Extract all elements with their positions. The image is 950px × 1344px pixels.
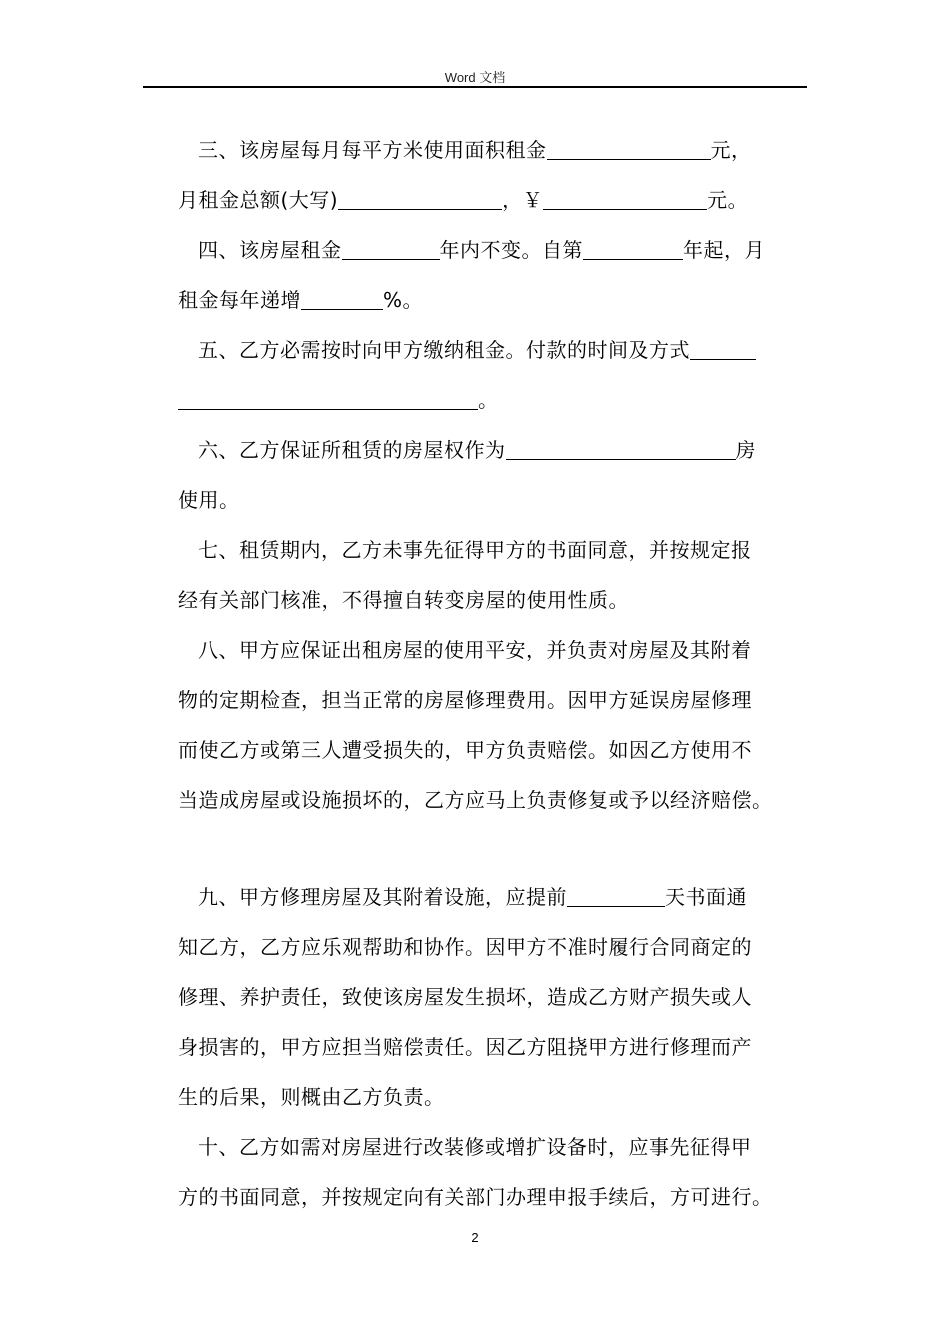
clause-8-line-1: 八、甲方应保证出租房屋的使用平安，并负责对房屋及其附着	[198, 638, 752, 662]
clause-6-line-2: 使用。	[178, 488, 240, 512]
clause-9-text: 九、甲方修理房屋及其附着设施，应提前	[198, 885, 567, 909]
blank-rent-years	[342, 241, 440, 260]
blank-payment-method-start	[690, 341, 756, 360]
clause-10-line-1: 十、乙方如需对房屋进行改装修或增扩设备时，应事先征得甲	[198, 1135, 752, 1159]
clause-4-text: 四、该房屋租金	[198, 238, 342, 262]
clause-5-line-1	[198, 337, 756, 363]
clause-3-text: 三、该房屋每月每平方米使用面积租金	[198, 138, 547, 162]
blank-house-use	[506, 441, 736, 460]
clause-4-end: 年起，月	[683, 238, 765, 262]
clause-3-unit: 元，	[710, 138, 752, 162]
clause-9-line-5: 生的后果，则概由乙方负责。	[178, 1085, 445, 1109]
clause-3-line-1	[198, 137, 752, 163]
clause-5-text: 五、乙方必需按时向甲方缴纳租金。付款的时间及方式	[198, 338, 690, 362]
currency-label: ，￥	[502, 188, 544, 212]
clause-8-line-3: 而使乙方或第三人遭受损失的，甲方负责赔偿。如因乙方使用不	[178, 738, 752, 762]
blank-monthly-rent-words	[338, 191, 502, 210]
clause-6-end: 房	[735, 438, 756, 462]
clause-6-line-1	[198, 437, 756, 463]
blank-rent-per-sqm	[547, 141, 711, 160]
clause-6-text: 六、乙方保证所租赁的房屋权作为	[198, 438, 506, 462]
page-header-title: Word 文档	[444, 70, 506, 85]
clause-5-period: 。	[478, 388, 499, 412]
blank-start-year	[583, 241, 683, 260]
clause-4-line-1	[198, 237, 765, 263]
clause-9-line-1	[198, 884, 747, 910]
clause-3-line-2	[178, 187, 748, 213]
header-divider	[143, 86, 807, 88]
percent-sign: %。	[383, 288, 424, 312]
clause-7-line-2: 经有关部门核准，不得擅自转变房屋的使用性质。	[178, 588, 629, 612]
blank-monthly-rent-amount	[543, 191, 707, 210]
clause-9-line-4: 身损害的，甲方应担当赔偿责任。因乙方阻挠甲方进行修理而产	[178, 1035, 752, 1059]
blank-increase-percent	[301, 291, 383, 310]
clause-9-end: 天书面通	[665, 885, 747, 909]
clause-4-mid: 年内不变。自第	[439, 238, 583, 262]
clause-9-line-3: 修理、养护责任，致使该房屋发生损坏，造成乙方财产损失或人	[178, 985, 752, 1009]
clause-4-line-2	[178, 287, 423, 313]
monthly-rent-unit: 元。	[707, 188, 749, 212]
clause-7-line-1: 七、租赁期内，乙方未事先征得甲方的书面同意，并按规定报	[198, 538, 752, 562]
clause-10-line-2: 方的书面同意，并按规定向有关部门办理申报手续后，方可进行。	[178, 1185, 773, 1209]
clause-8-line-4: 当造成房屋或设施损坏的，乙方应马上负责修复或予以经济赔偿。	[178, 788, 773, 812]
monthly-rent-label: 月租金总额(大写)	[178, 188, 339, 212]
blank-payment-method	[178, 391, 478, 410]
page-number: 2	[471, 1230, 479, 1245]
annual-increase-label: 租金每年递增	[178, 288, 301, 312]
clause-8-line-2: 物的定期检查，担当正常的房屋修理费用。因甲方延误房屋修理	[178, 688, 752, 712]
blank-notice-days	[567, 888, 665, 907]
clause-5-line-2	[178, 387, 499, 413]
clause-9-line-2: 知乙方，乙方应乐观帮助和协作。因甲方不准时履行合同商定的	[178, 935, 752, 959]
